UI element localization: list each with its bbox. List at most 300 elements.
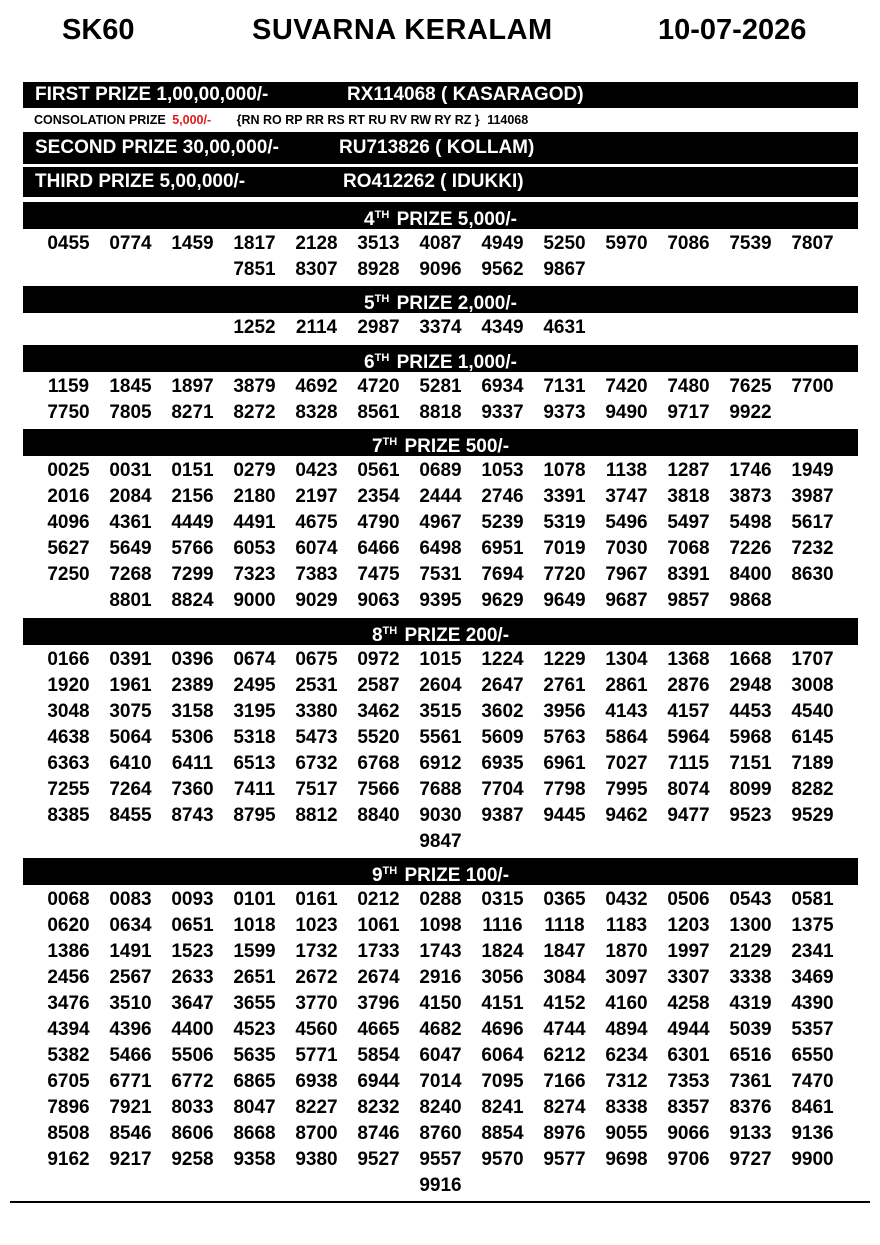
ticket-number: 9462 bbox=[605, 805, 648, 826]
ticket-number: 3008 bbox=[791, 675, 834, 696]
ticket-number: 6498 bbox=[419, 538, 462, 559]
ninth-title-text: PRIZE 100/- bbox=[404, 865, 510, 886]
ticket-number: 7115 bbox=[667, 753, 710, 774]
ticket-number: 9096 bbox=[419, 259, 462, 280]
ticket-number: 1732 bbox=[295, 941, 338, 962]
ticket-number: 7030 bbox=[605, 538, 648, 559]
ticket-number: 1098 bbox=[419, 915, 462, 936]
ticket-number: 7131 bbox=[543, 376, 586, 397]
ticket-number: 0031 bbox=[109, 460, 152, 481]
ticket-number: 9136 bbox=[791, 1123, 834, 1144]
ticket-number: 9373 bbox=[543, 402, 586, 423]
ticket-number: 3048 bbox=[47, 701, 90, 722]
ticket-number: 7299 bbox=[171, 564, 214, 585]
ticket-number: 3374 bbox=[419, 317, 462, 338]
ticket-number: 8232 bbox=[357, 1097, 400, 1118]
ticket-number: 7268 bbox=[109, 564, 152, 585]
ticket-number: 5609 bbox=[481, 727, 524, 748]
ticket-number: 0083 bbox=[109, 889, 152, 910]
ticket-number: 7360 bbox=[171, 779, 214, 800]
ticket-number: 4087 bbox=[419, 233, 462, 254]
ticket-number: 4390 bbox=[791, 993, 834, 1014]
ticket-number: 0689 bbox=[419, 460, 462, 481]
ticket-number: 4944 bbox=[667, 1019, 710, 1040]
ticket-number: 4967 bbox=[419, 512, 462, 533]
ticket-number: 8746 bbox=[357, 1123, 400, 1144]
ticket-number: 1746 bbox=[729, 460, 772, 481]
second-prize-bar bbox=[23, 132, 858, 164]
ticket-number: 3879 bbox=[233, 376, 276, 397]
ticket-number: 9217 bbox=[109, 1149, 152, 1170]
ticket-number: 7750 bbox=[47, 402, 90, 423]
ticket-number: 1252 bbox=[233, 317, 276, 338]
ticket-number: 7027 bbox=[605, 753, 648, 774]
ticket-number: 8976 bbox=[543, 1123, 586, 1144]
ticket-number: 7531 bbox=[419, 564, 462, 585]
ticket-number: 8824 bbox=[171, 590, 214, 611]
ticket-number: 3796 bbox=[357, 993, 400, 1014]
sixth-ordinal: 6 bbox=[364, 352, 375, 373]
ticket-number: 9162 bbox=[47, 1149, 90, 1170]
ticket-number: 7805 bbox=[109, 402, 152, 423]
ticket-number: 7475 bbox=[357, 564, 400, 585]
ticket-number: 5319 bbox=[543, 512, 586, 533]
ticket-number: 4361 bbox=[109, 512, 152, 533]
ticket-number: 9529 bbox=[791, 805, 834, 826]
ticket-number: 8928 bbox=[357, 259, 400, 280]
ticket-number: 1138 bbox=[605, 460, 648, 481]
ticket-number: 8271 bbox=[171, 402, 214, 423]
fifth-suffix: TH bbox=[374, 293, 390, 305]
ticket-number: 2604 bbox=[419, 675, 462, 696]
ticket-number: 2861 bbox=[605, 675, 648, 696]
ticket-number: 4744 bbox=[543, 1019, 586, 1040]
ticket-number: 7420 bbox=[605, 376, 648, 397]
ticket-number: 7896 bbox=[47, 1097, 90, 1118]
ticket-number: 0101 bbox=[233, 889, 276, 910]
ticket-number: 1118 bbox=[544, 915, 585, 936]
ticket-number: 5497 bbox=[667, 512, 710, 533]
ticket-number: 4491 bbox=[233, 512, 276, 533]
ticket-number: 8818 bbox=[419, 402, 462, 423]
ticket-number: 9577 bbox=[543, 1149, 586, 1170]
ticket-number: 7086 bbox=[667, 233, 710, 254]
ticket-number: 0651 bbox=[171, 915, 214, 936]
ticket-number: 5064 bbox=[109, 727, 152, 748]
ticket-number: 7566 bbox=[357, 779, 400, 800]
ticket-number: 4396 bbox=[109, 1019, 152, 1040]
ticket-number: 3770 bbox=[295, 993, 338, 1014]
ticket-number: 0166 bbox=[47, 649, 90, 670]
ticket-number: 2587 bbox=[357, 675, 400, 696]
ticket-number: 4631 bbox=[543, 317, 586, 338]
ticket-number: 8241 bbox=[481, 1097, 524, 1118]
consolation-number: 114068 bbox=[487, 113, 529, 127]
ticket-number: 6772 bbox=[171, 1071, 214, 1092]
ticket-number: 2354 bbox=[357, 486, 400, 507]
seventh-prize-title bbox=[23, 429, 858, 456]
third-prize-label: THIRD PRIZE 5,00,000/- bbox=[35, 171, 246, 192]
ticket-number: 1386 bbox=[47, 941, 90, 962]
ticket-number: 8274 bbox=[543, 1097, 586, 1118]
ticket-number: 1870 bbox=[605, 941, 648, 962]
ticket-number: 0561 bbox=[357, 460, 400, 481]
ticket-number: 1159 bbox=[47, 376, 90, 397]
ticket-number: 0432 bbox=[605, 889, 648, 910]
ticket-number: 5561 bbox=[419, 727, 462, 748]
ticket-number: 8760 bbox=[419, 1123, 462, 1144]
ticket-number: 8272 bbox=[233, 402, 276, 423]
ticket-number: 8385 bbox=[47, 805, 90, 826]
ticket-number: 2633 bbox=[171, 967, 214, 988]
ticket-number: 1824 bbox=[481, 941, 524, 962]
ticket-number: 0774 bbox=[109, 233, 152, 254]
ticket-number: 0391 bbox=[109, 649, 152, 670]
ticket-number: 6411 bbox=[171, 753, 214, 774]
ticket-number: 0620 bbox=[47, 915, 90, 936]
ticket-number: 7411 bbox=[233, 779, 276, 800]
ticket-number: 9916 bbox=[419, 1175, 462, 1196]
ticket-number: 7700 bbox=[791, 376, 834, 397]
ticket-number: 7264 bbox=[109, 779, 152, 800]
ticket-number: 2444 bbox=[419, 486, 462, 507]
ticket-number: 7807 bbox=[791, 233, 834, 254]
ticket-number: 8282 bbox=[791, 779, 834, 800]
ticket-number: 3818 bbox=[667, 486, 710, 507]
ticket-number: 1733 bbox=[357, 941, 400, 962]
ticket-number: 1491 bbox=[109, 941, 152, 962]
ticket-number: 0506 bbox=[667, 889, 710, 910]
ticket-number: 2672 bbox=[295, 967, 338, 988]
ticket-number: 9562 bbox=[481, 259, 524, 280]
ticket-number: 1920 bbox=[47, 675, 90, 696]
ticket-number: 1743 bbox=[419, 941, 462, 962]
third-prize-bar bbox=[23, 167, 858, 197]
ticket-number: 6301 bbox=[667, 1045, 710, 1066]
ticket-number: 3462 bbox=[357, 701, 400, 722]
ticket-number: 7688 bbox=[419, 779, 462, 800]
fourth-suffix: TH bbox=[374, 209, 390, 221]
fourth-title-text: PRIZE 5,000/- bbox=[396, 209, 517, 230]
ticket-number: 9649 bbox=[543, 590, 586, 611]
ticket-number: 5635 bbox=[233, 1045, 276, 1066]
ticket-number: 0543 bbox=[729, 889, 772, 910]
ticket-number: 9523 bbox=[729, 805, 772, 826]
ticket-number: 1023 bbox=[295, 915, 338, 936]
sixth-prize-numbers bbox=[23, 374, 858, 426]
seventh-prize-numbers bbox=[23, 458, 858, 614]
ticket-number: 2916 bbox=[419, 967, 462, 988]
ticket-number: 9380 bbox=[295, 1149, 338, 1170]
consolation-label: CONSOLATION PRIZE bbox=[34, 113, 166, 127]
ticket-number: 7539 bbox=[729, 233, 772, 254]
ticket-number: 8227 bbox=[295, 1097, 338, 1118]
ticket-number: 1949 bbox=[791, 460, 834, 481]
ticket-number: 4949 bbox=[481, 233, 524, 254]
fifth-prize-title bbox=[23, 286, 858, 313]
lottery-name: SUVARNA KERALAM bbox=[252, 14, 553, 46]
ticket-number: 9922 bbox=[729, 402, 772, 423]
ticket-number: 1229 bbox=[543, 649, 586, 670]
ticket-number: 7694 bbox=[481, 564, 524, 585]
ticket-number: 8812 bbox=[295, 805, 338, 826]
ticket-number: 4319 bbox=[729, 993, 772, 1014]
ticket-number: 7353 bbox=[667, 1071, 710, 1092]
ticket-number: 1459 bbox=[171, 233, 214, 254]
ticket-number: 0674 bbox=[233, 649, 276, 670]
ticket-number: 7470 bbox=[791, 1071, 834, 1092]
ticket-number: 8801 bbox=[109, 590, 152, 611]
ticket-number: 6053 bbox=[233, 538, 276, 559]
ticket-number: 2948 bbox=[729, 675, 772, 696]
ticket-number: 4096 bbox=[47, 512, 90, 533]
ticket-number: 9395 bbox=[419, 590, 462, 611]
first-prize-label: FIRST PRIZE 1,00,00,000/- bbox=[35, 84, 269, 105]
ticket-number: 8840 bbox=[357, 805, 400, 826]
ticket-number: 7014 bbox=[419, 1071, 462, 1092]
ticket-number: 5970 bbox=[605, 233, 648, 254]
ninth-prize-numbers bbox=[23, 887, 858, 1199]
ticket-number: 6064 bbox=[481, 1045, 524, 1066]
ticket-number: 0212 bbox=[357, 889, 400, 910]
ticket-number: 7921 bbox=[109, 1097, 152, 1118]
ticket-number: 9000 bbox=[233, 590, 276, 611]
first-prize-result: RX114068 ( KASARAGOD) bbox=[347, 84, 584, 105]
ticket-number: 4151 bbox=[481, 993, 524, 1014]
ticket-number: 9867 bbox=[543, 259, 586, 280]
ticket-number: 7068 bbox=[667, 538, 710, 559]
ticket-number: 5964 bbox=[667, 727, 710, 748]
ticket-number: 7704 bbox=[481, 779, 524, 800]
ticket-number: 1368 bbox=[667, 649, 710, 670]
eighth-suffix: TH bbox=[382, 625, 398, 637]
seventh-suffix: TH bbox=[382, 436, 398, 448]
ticket-number: 4560 bbox=[295, 1019, 338, 1040]
ticket-number: 5864 bbox=[605, 727, 648, 748]
draw-date: 10-07-2026 bbox=[658, 14, 807, 46]
ticket-number: 9490 bbox=[605, 402, 648, 423]
ticket-number: 9337 bbox=[481, 402, 524, 423]
ticket-number: 3873 bbox=[729, 486, 772, 507]
ticket-number: 5039 bbox=[729, 1019, 772, 1040]
ticket-number: 7625 bbox=[729, 376, 772, 397]
ticket-number: 3469 bbox=[791, 967, 834, 988]
ticket-number: 3987 bbox=[791, 486, 834, 507]
ticket-number: 7851 bbox=[233, 259, 276, 280]
ticket-number: 8854 bbox=[481, 1123, 524, 1144]
sixth-prize-title bbox=[23, 345, 858, 372]
ticket-number: 5968 bbox=[729, 727, 772, 748]
ticket-number: 8357 bbox=[667, 1097, 710, 1118]
ticket-number: 2341 bbox=[791, 941, 834, 962]
ninth-suffix: TH bbox=[382, 865, 398, 877]
eighth-ordinal: 8 bbox=[371, 625, 383, 646]
ticket-number: 9527 bbox=[357, 1149, 400, 1170]
ticket-number: 5520 bbox=[357, 727, 400, 748]
ticket-number: 8047 bbox=[233, 1097, 276, 1118]
fifth-prize-numbers bbox=[23, 315, 858, 341]
ticket-number: 9706 bbox=[667, 1149, 710, 1170]
second-prize-result: RU713826 ( KOLLAM) bbox=[339, 137, 535, 158]
ticket-number: 9629 bbox=[481, 590, 524, 611]
ticket-number: 4665 bbox=[357, 1019, 400, 1040]
ticket-number: 5281 bbox=[419, 376, 462, 397]
sixth-suffix: TH bbox=[374, 352, 390, 364]
fifth-title-text: PRIZE 2,000/- bbox=[396, 293, 517, 314]
ticket-number: 1668 bbox=[729, 649, 772, 670]
ticket-number: 2016 bbox=[47, 486, 90, 507]
ticket-number: 9698 bbox=[605, 1149, 648, 1170]
ticket-number: 7480 bbox=[667, 376, 710, 397]
ticket-number: 3747 bbox=[605, 486, 648, 507]
ticket-number: 6771 bbox=[109, 1071, 152, 1092]
ticket-number: 6768 bbox=[357, 753, 400, 774]
ticket-number: 3195 bbox=[233, 701, 276, 722]
seventh-ordinal: 7 bbox=[371, 436, 383, 457]
ticket-number: 6951 bbox=[481, 538, 524, 559]
draw-code: SK60 bbox=[62, 14, 135, 46]
ticket-number: 1847 bbox=[543, 941, 586, 962]
ticket-number: 6944 bbox=[357, 1071, 400, 1092]
ticket-number: 7226 bbox=[729, 538, 772, 559]
fourth-ordinal: 4 bbox=[364, 209, 375, 230]
eighth-title-text: PRIZE 200/- bbox=[404, 625, 510, 646]
ticket-number: 6074 bbox=[295, 538, 338, 559]
ticket-number: 7995 bbox=[605, 779, 648, 800]
ticket-number: 9570 bbox=[481, 1149, 524, 1170]
ticket-number: 8700 bbox=[295, 1123, 338, 1144]
ticket-number: 4453 bbox=[729, 701, 772, 722]
ticket-number: 1997 bbox=[667, 941, 710, 962]
ticket-number: 1300 bbox=[729, 915, 772, 936]
ticket-number: 4790 bbox=[357, 512, 400, 533]
ticket-number: 5854 bbox=[357, 1045, 400, 1066]
ticket-number: 2180 bbox=[233, 486, 276, 507]
ticket-number: 4394 bbox=[47, 1019, 90, 1040]
ticket-number: 6410 bbox=[109, 753, 152, 774]
ticket-number: 6934 bbox=[481, 376, 524, 397]
ticket-number: 6363 bbox=[47, 753, 90, 774]
ticket-number: 7517 bbox=[295, 779, 338, 800]
ticket-number: 9477 bbox=[667, 805, 710, 826]
ticket-number: 5617 bbox=[791, 512, 834, 533]
ticket-number: 8455 bbox=[109, 805, 152, 826]
ticket-number: 2746 bbox=[481, 486, 524, 507]
ticket-number: 1183 bbox=[605, 915, 648, 936]
ticket-number: 5357 bbox=[791, 1019, 834, 1040]
ticket-number: 9900 bbox=[791, 1149, 834, 1170]
consolation-series: {RN RO RP RR RS RT RU RV RW RY RZ } bbox=[236, 113, 480, 127]
ticket-number: 6516 bbox=[729, 1045, 772, 1066]
second-prize-label: SECOND PRIZE 30,00,000/- bbox=[35, 137, 279, 158]
ticket-number: 8561 bbox=[357, 402, 400, 423]
ticket-number: 8307 bbox=[295, 259, 338, 280]
ticket-number: 4540 bbox=[791, 701, 834, 722]
ticket-number: 2129 bbox=[729, 941, 772, 962]
ticket-number: 0315 bbox=[481, 889, 524, 910]
ticket-number: 7095 bbox=[481, 1071, 524, 1092]
ticket-number: 4675 bbox=[295, 512, 338, 533]
ticket-number: 4696 bbox=[481, 1019, 524, 1040]
ticket-number: 8546 bbox=[109, 1123, 152, 1144]
ticket-number: 5250 bbox=[543, 233, 586, 254]
ticket-number: 1061 bbox=[357, 915, 400, 936]
ticket-number: 2876 bbox=[667, 675, 710, 696]
ticket-number: 0025 bbox=[47, 460, 90, 481]
ticket-number: 8033 bbox=[171, 1097, 214, 1118]
ticket-number: 8240 bbox=[419, 1097, 462, 1118]
ticket-number: 0365 bbox=[543, 889, 586, 910]
eighth-prize-title bbox=[23, 618, 858, 645]
first-prize-bar bbox=[23, 82, 858, 108]
ticket-number: 4894 bbox=[605, 1019, 648, 1040]
fifth-ordinal: 5 bbox=[364, 293, 375, 314]
eighth-prize-numbers bbox=[23, 647, 858, 855]
consolation-amount: 5,000/- bbox=[172, 113, 212, 127]
ticket-number: 9358 bbox=[233, 1149, 276, 1170]
ticket-number: 8630 bbox=[791, 564, 834, 585]
ticket-number: 5771 bbox=[295, 1045, 338, 1066]
ticket-number: 0634 bbox=[109, 915, 152, 936]
ticket-number: 2456 bbox=[47, 967, 90, 988]
sixth-title-text: PRIZE 1,000/- bbox=[396, 352, 517, 373]
ninth-prize-title bbox=[23, 858, 858, 885]
ticket-number: 9030 bbox=[419, 805, 462, 826]
ticket-number: 5318 bbox=[233, 727, 276, 748]
ticket-number: 7151 bbox=[729, 753, 772, 774]
ticket-number: 0972 bbox=[357, 649, 400, 670]
ticket-number: 9133 bbox=[729, 1123, 772, 1144]
ticket-number: 2987 bbox=[357, 317, 400, 338]
ticket-number: 2761 bbox=[543, 675, 586, 696]
ticket-number: 3056 bbox=[481, 967, 524, 988]
ticket-number: 8795 bbox=[233, 805, 276, 826]
ticket-number: 1523 bbox=[171, 941, 214, 962]
ticket-number: 1224 bbox=[481, 649, 524, 670]
ticket-number: 3647 bbox=[171, 993, 214, 1014]
ticket-number: 4143 bbox=[605, 701, 648, 722]
ticket-number: 5496 bbox=[605, 512, 648, 533]
ticket-number: 3513 bbox=[357, 233, 400, 254]
ticket-number: 0068 bbox=[47, 889, 90, 910]
ticket-number: 1961 bbox=[109, 675, 152, 696]
ticket-number: 2114 bbox=[295, 317, 338, 338]
ticket-number: 5766 bbox=[171, 538, 214, 559]
ticket-number: 9687 bbox=[605, 590, 648, 611]
ticket-number: 4349 bbox=[481, 317, 524, 338]
ticket-number: 9717 bbox=[667, 402, 710, 423]
ticket-number: 1817 bbox=[233, 233, 276, 254]
fourth-prize-numbers bbox=[23, 231, 858, 283]
ticket-number: 7255 bbox=[47, 779, 90, 800]
ticket-number: 7250 bbox=[47, 564, 90, 585]
ticket-number: 1053 bbox=[481, 460, 524, 481]
ticket-number: 2567 bbox=[109, 967, 152, 988]
ticket-number: 8328 bbox=[295, 402, 338, 423]
ticket-number: 5466 bbox=[109, 1045, 152, 1066]
ticket-number: 3307 bbox=[667, 967, 710, 988]
ticket-number: 4258 bbox=[667, 993, 710, 1014]
ticket-number: 5306 bbox=[171, 727, 214, 748]
ticket-number: 9557 bbox=[419, 1149, 462, 1170]
ticket-number: 1375 bbox=[791, 915, 834, 936]
consolation-prize-row bbox=[34, 111, 528, 129]
ticket-number: 5649 bbox=[109, 538, 152, 559]
ticket-number: 7232 bbox=[791, 538, 834, 559]
ticket-number: 7383 bbox=[295, 564, 338, 585]
ticket-number: 4692 bbox=[295, 376, 338, 397]
ticket-number: 8074 bbox=[667, 779, 710, 800]
